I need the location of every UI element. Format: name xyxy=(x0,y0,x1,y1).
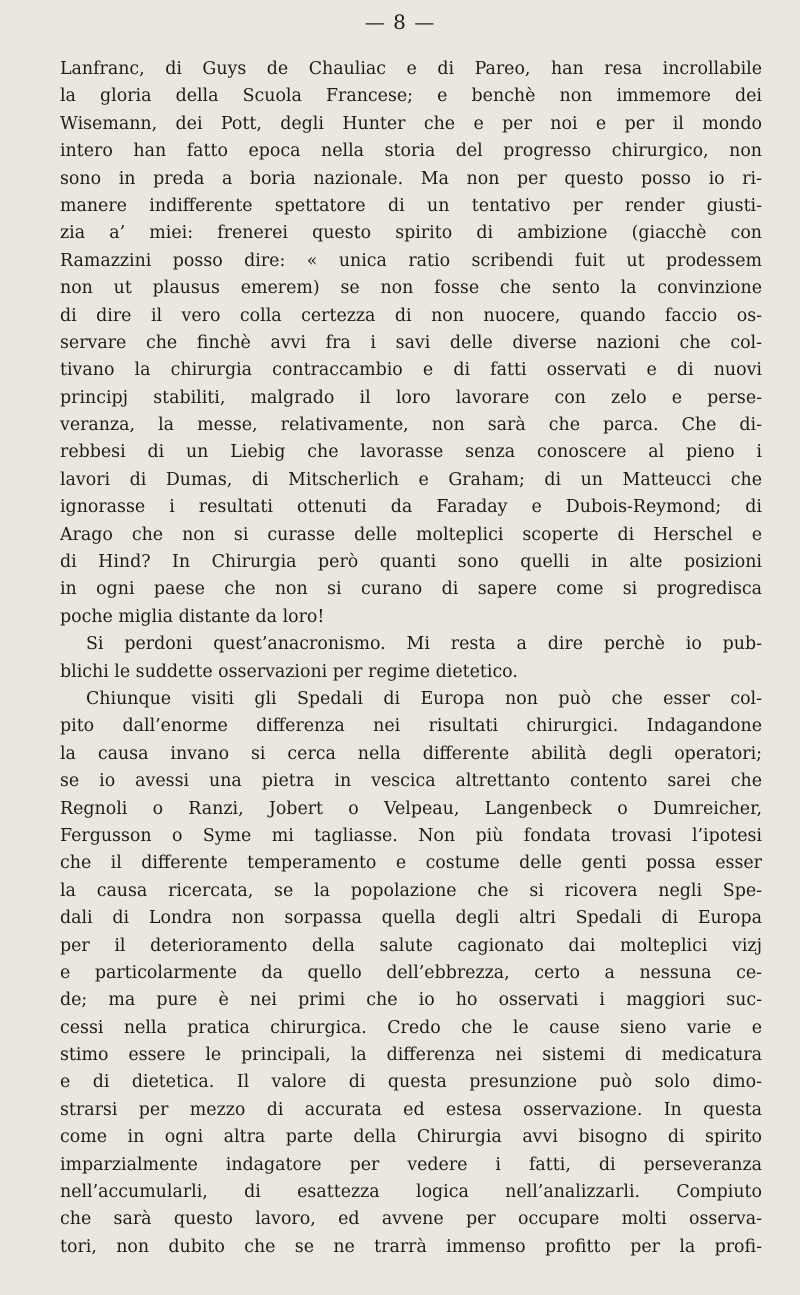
text-line: Chiunque visiti gli Spedali di Europa non può che esser col- xyxy=(86,688,762,709)
text-line: per il deterioramento della salute cagionato dai molteplici vizj xyxy=(60,935,762,956)
text-line: principj stabiliti, malgrado il loro lavorare con zelo e perse- xyxy=(60,387,762,408)
text-line: Fergusson o Syme mi tagliasse. Non più fondata trovasi l’ipotesi xyxy=(60,825,762,846)
text-line: servare che finchè avvi fra i savi delle diverse nazioni che col- xyxy=(60,332,762,353)
text-line: Regnoli o Ranzi, Jobert o Velpeau, Langenbeck o Dumreicher, xyxy=(60,798,762,819)
text-line: dali di Londra non sorpassa quella degli altri Spedali di Europa xyxy=(60,908,762,929)
text-line: veranza, la messe, relativamente, non sarà che parca. Che di- xyxy=(60,415,762,436)
text-line: stimo essere le principali, la differenza nei sistemi di medicatura xyxy=(60,1045,762,1066)
text-line: tivano la chirurgia contraccambio e di fatti osservati e di nuovi xyxy=(60,360,762,381)
text-line: manere indifferente spettatore di un tentativo per render giusti- xyxy=(60,195,762,216)
text-line: ignorasse i resultati ottenuti da Faraday e Dubois-Reymond; di xyxy=(60,497,762,518)
text-line: Wisemann, dei Pott, degli Hunter che e per noi e per il mondo xyxy=(60,113,762,134)
body-text xyxy=(60,56,762,1261)
text-line: e particolarmente da quello dell’ebbrezza, certo a nessuna ce- xyxy=(60,962,762,983)
text-line: che il differente temperamento e costume delle genti possa esser xyxy=(60,853,762,874)
text-line: tori, non dubito che se ne trarrà immenso profitto per la profi- xyxy=(60,1236,762,1257)
text-line: se io avessi una pietra in vescica altrettanto contento sarei che xyxy=(60,771,762,792)
text-line: lavori di Dumas, di Mitscherlich e Graham; di un Matteucci che xyxy=(60,469,762,490)
text-line: strarsi per mezzo di accurata ed estesa osservazione. In questa xyxy=(60,1099,762,1120)
page-number: — 8 — xyxy=(364,10,436,34)
text-line: sono in preda a boria nazionale. Ma non per questo posso io ri- xyxy=(60,168,762,189)
text-line: e di dietetica. Il valore di questa presunzione può solo dimo- xyxy=(60,1072,762,1093)
text-line: rebbesi di un Liebig che lavorasse senza conoscere al pieno i xyxy=(60,442,762,463)
text-line: Ramazzini posso dire: « unica ratio scribendi fuit ut prodessem xyxy=(60,250,762,271)
text-line: come in ogni altra parte della Chirurgia avvi bisogno di spirito xyxy=(60,1127,762,1148)
text-line: blichi le suddette osservazioni per regime dietetico. xyxy=(60,661,518,682)
text-line: cessi nella pratica chirurgica. Credo che le cause sieno varie e xyxy=(60,1017,762,1038)
text-line: Arago che non si curasse delle molteplici scoperte di Herschel e xyxy=(60,524,762,545)
text-line: Si perdoni quest’anacronismo. Mi resta a dire perchè io pub- xyxy=(86,634,762,655)
text-line: nell’accumularli, di esattezza logica nell’analizzarli. Compiuto xyxy=(60,1182,762,1203)
text-line: di dire il vero colla certezza di non nuocere, quando faccio os- xyxy=(60,305,762,326)
text-line: intero han fatto epoca nella storia del progresso chirurgico, non xyxy=(60,141,762,162)
text-line: imparzialmente indagatore per vedere i fatti, di perseveranza xyxy=(60,1154,762,1175)
text-line: pito dall’enorme differenza nei risultati chirurgici. Indagandone xyxy=(60,716,762,737)
text-line: non ut plausus emerem) se non fosse che sento la convinzione xyxy=(60,278,762,299)
text-line: de; ma pure è nei primi che io ho osservati i maggiori suc- xyxy=(60,990,762,1011)
text-line: la causa invano si cerca nella differente abilità degli operatori; xyxy=(60,743,762,764)
text-line: Lanfranc, di Guys de Chauliac e di Pareo, han resa incrollabile xyxy=(60,59,762,79)
text-line: poche miglia distante da loro! xyxy=(60,606,325,627)
text-line: la gloria della Scuola Francese; e benchè non immemore dei xyxy=(60,86,762,107)
text-line: in ogni paese che non si curano di sapere come si progredisca xyxy=(60,579,762,600)
text-line: di Hind? In Chirurgia però quanti sono quelli in alte posizioni xyxy=(60,552,762,573)
text-line: la causa ricercata, se la popolazione che si ricovera negli Spe- xyxy=(60,880,762,901)
text-line: zia a’ miei: frenerei questo spirito di ambizione (giacchè con xyxy=(60,223,762,244)
text-line: che sarà questo lavoro, ed avvene per occupare molti osserva- xyxy=(60,1209,762,1230)
